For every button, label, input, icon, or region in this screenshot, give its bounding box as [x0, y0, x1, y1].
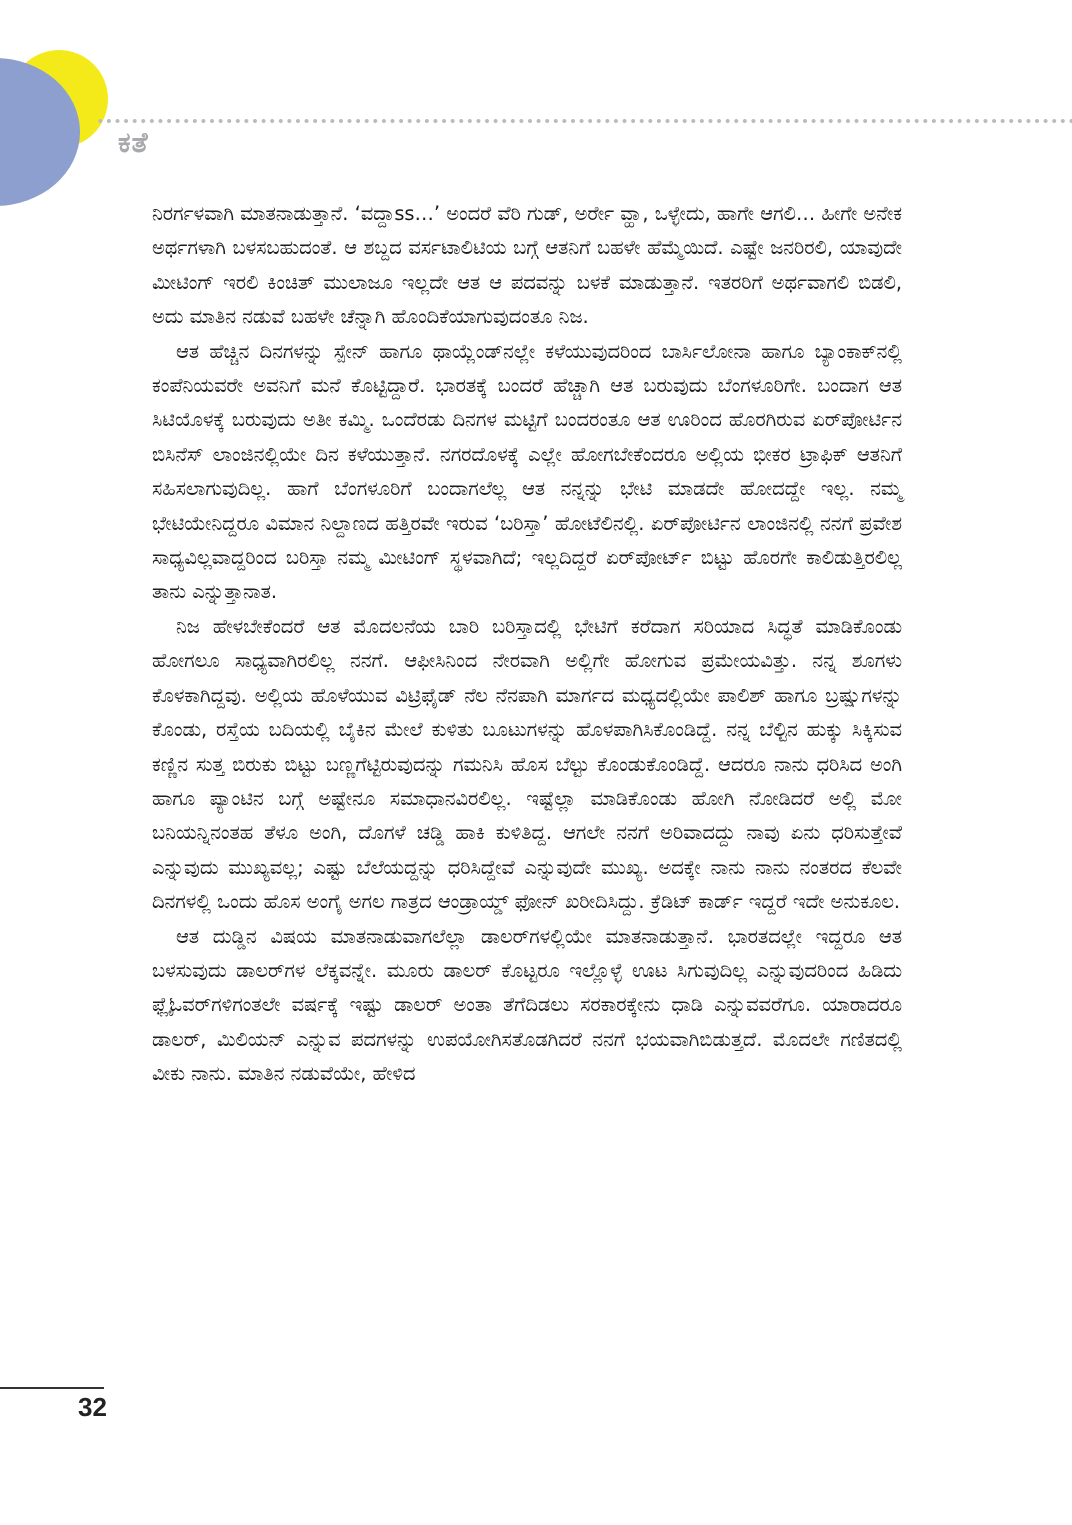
story-body [152, 197, 902, 1092]
dotted-header-rule [96, 118, 1072, 124]
paragraph: ನಿಜ ಹೇಳಬೇಕೆಂದರೆ ಆತ ಮೊದಲನೆಯ ಬಾರಿ ಬರಿಸ್ತಾದಲ್ಲಿ ಭೇಟಿಗೆ ಕರೆದಾಗ ಸರಿಯಾದ ಸಿದ್ಧತೆ ಮಾಡಿಕೊಂಡು ಹೋಗಲೂ ಸಾಧ್ಯವಾಗಿರಲಿಲ್ಲ ನನಗೆ. ಆಫೀಸಿನಿಂದ ನೇರವಾಗಿ ಅಲ್ಲಿಗೇ ಹೋಗುವ ಪ್ರಮೇಯವಿತ್ತು. ನನ್ನ ಶೂಗಳು ಕೊಳಕಾಗಿದ್ದವು. ಅಲ್ಲಿಯ ಹೊಳೆಯುವ ವಿಟ್ರಿಫೈಡ್ ನೆಲ ನೆನಪಾಗಿ ಮಾರ್ಗದ ಮಧ್ಯದಲ್ಲಿಯೇ ಪಾಲಿಶ್ ಹಾಗೂ ಬ್ರಷ್ಷುಗಳನ್ನು ಕೊಂಡು, ರಸ್ತೆಯ ಬದಿಯಲ್ಲಿ ಬೈಕಿನ ಮೇಲೆ ಕುಳಿತು ಬೂಟುಗಳನ್ನು ಹೊಳಪಾಗಿಸಿಕೊಂಡಿದ್ದೆ. ನನ್ನ ಬೆಲ್ಟಿನ ಹುಕ್ಕು ಸಿಕ್ಕಿಸುವ ಕಣ್ಣಿನ ಸುತ್ತ ಬಿರುಕು ಬಿಟ್ಟು ಬಣ್ಣಗೆಟ್ಟಿರುವುದನ್ನು ಗಮನಿಸಿ ಹೊಸ ಬೆಲ್ಟು ಕೊಂಡುಕೊಂಡಿದ್ದೆ. ಆದರೂ ನಾನು ಧರಿಸಿದ ಅಂಗಿ ಹಾಗೂ ಪ್ಯಾಂಟಿನ ಬಗ್ಗೆ ಅಷ್ಟೇನೂ ಸಮಾಧಾನವಿರಲಿಲ್ಲ. ಇಷ್ಟೆಲ್ಲಾ ಮಾಡಿಕೊಂಡು ಹೋಗಿ ನೋಡಿದರೆ ಅಲ್ಲಿ ಮೋ ಬನಿಯನ್ನಿನಂತಹ ತೆಳೂ ಅಂಗಿ, ದೊಗಳೆ ಚಡ್ಡಿ ಹಾಕಿ ಕುಳಿತಿದ್ದ. ಆಗಲೇ ನನಗೆ ಅರಿವಾದದ್ದು ನಾವು ಏನು ಧರಿಸುತ್ತೇವೆ ಎನ್ನುವುದು ಮುಖ್ಯವಲ್ಲ; ಎಷ್ಟು ಬೆಲೆಯದ್ದನ್ನು ಧರಿಸಿದ್ದೇವೆ ಎನ್ನುವುದೇ ಮುಖ್ಯ. ಅದಕ್ಕೇ ನಾನು ನಾನು ನಂತರದ ಕೆಲವೇ ದಿನಗಳಲ್ಲಿ ಒಂದು ಹೊಸ ಅಂಗೈ ಅಗಲ ಗಾತ್ರದ ಆಂಡ್ರಾಯ್ಡ್ ಫೋನ್ ಖರೀದಿಸಿದ್ದು. ಕ್ರೆಡಿಟ್ ಕಾರ್ಡ್ ಇದ್ದರೆ ಇದೇ ಅನುಕೂಲ. [152, 614, 902, 914]
footer-rule [0, 1387, 104, 1389]
page-number: 32 [78, 1392, 107, 1422]
paragraph: ಆತ ಹೆಚ್ಚಿನ ದಿನಗಳನ್ನು ಸ್ಪೇನ್ ಹಾಗೂ ಥಾಯ್ಲೆಂಡ್‌ನಲ್ಲೇ ಕಳೆಯುವುದರಿಂದ ಬಾರ್ಸಿಲೋನಾ ಹಾಗೂ ಬ್ಯಾಂಕಾಕ್‌ನಲ್ಲಿ ಕಂಪೆನಿಯವರೇ ಅವನಿಗೆ ಮನೆ ಕೊಟ್ಟಿದ್ದಾರೆ. ಭಾರತಕ್ಕೆ ಬಂದರೆ ಹೆಚ್ಚಾಗಿ ಆತ ಬರುವುದು ಬೆಂಗಳೂರಿಗೇ. ಬಂದಾಗ ಆತ ಸಿಟಿಯೊಳಕ್ಕೆ ಬರುವುದು ಅತೀ ಕಮ್ಮಿ. ಒಂದೆರಡು ದಿನಗಳ ಮಟ್ಟಿಗೆ ಬಂದರಂತೂ ಆತ ಊರಿಂದ ಹೊರಗಿರುವ ಏರ್‌ಪೋರ್ಟಿನ ಬಿಸಿನೆಸ್ ಲಾಂಜಿನಲ್ಲಿಯೇ ದಿನ ಕಳೆಯುತ್ತಾನೆ. ನಗರದೊಳಕ್ಕೆ ಎಲ್ಲೇ ಹೋಗಬೇಕೆಂದರೂ ಅಲ್ಲಿಯ ಭೀಕರ ಟ್ರಾಫಿಕ್ ಆತನಿಗೆ ಸಹಿಸಲಾಗುವುದಿಲ್ಲ. ಹಾಗೆ ಬೆಂಗಳೂರಿಗೆ ಬಂದಾಗಲೆಲ್ಲ ಆತ ನನ್ನನ್ನು ಭೇಟಿ ಮಾಡದೇ ಹೋದದ್ದೇ ಇಲ್ಲ. ನಮ್ಮ ಭೇಟಿಯೇನಿದ್ದರೂ ವಿಮಾನ ನಿಲ್ದಾಣದ ಹತ್ತಿರವೇ ಇರುವ ‘ಬರಿಸ್ತಾ’ ಹೋಟೆಲಿನಲ್ಲಿ. ಏರ್‌ಪೋರ್ಟಿನ ಲಾಂಜಿನಲ್ಲಿ ನನಗೆ ಪ್ರವೇಶ ಸಾಧ್ಯವಿಲ್ಲವಾದ್ದರಿಂದ ಬರಿಸ್ತಾ ನಮ್ಮ ಮೀಟಿಂಗ್ ಸ್ಥಳವಾಗಿದೆ; ಇಲ್ಲದಿದ್ದರೆ ಏರ್‌ಪೋರ್ಟ್ ಬಿಟ್ಟು ಹೊರಗೇ ಕಾಲಿಡುತ್ತಿರಲಿಲ್ಲ ತಾನು ಎನ್ನುತ್ತಾನಾತ. [152, 339, 902, 604]
paragraph: ನಿರರ್ಗಳವಾಗಿ ಮಾತನಾಡುತ್ತಾನೆ. ‘ವದ್ದಾss…’ ಅಂದರೆ ವೆರಿ ಗುಡ್, ಅರ್ರೇ ವ್ಹಾ, ಒಳ್ಳೇದು, ಹಾಗೇ ಆಗಲಿ… ಹೀಗೇ ಅನೇಕ ಅರ್ಥಗಳಾಗಿ ಬಳಸಬಹುದಂತೆ. ಆ ಶಬ್ದದ ವರ್ಸಟಾಲಿಟಿಯ ಬಗ್ಗೆ ಆತನಿಗೆ ಬಹಳೇ ಹೆಮ್ಮೆಯಿದೆ. ಎಷ್ಟೇ ಜನರಿರಲಿ, ಯಾವುದೇ ಮೀಟಿಂಗ್ ಇರಲಿ ಕಿಂಚಿತ್ ಮುಲಾಜೂ ಇಲ್ಲದೇ ಆತ ಆ ಪದವನ್ನು ಬಳಕೆ ಮಾಡುತ್ತಾನೆ. ಇತರರಿಗೆ ಅರ್ಥವಾಗಲಿ ಬಿಡಲಿ, ಅದು ಮಾತಿನ ನಡುವೆ ಬಹಳೇ ಚೆನ್ನಾಗಿ ಹೊಂದಿಕೆಯಾಗುವುದಂತೂ ನಿಜ. [152, 202, 902, 329]
section-label: ಕತೆ [118, 126, 149, 159]
paragraph: ಆತ ದುಡ್ಡಿನ ವಿಷಯ ಮಾತನಾಡುವಾಗಲೆಲ್ಲಾ ಡಾಲರ್‌ಗಳಲ್ಲಿಯೇ ಮಾತನಾಡುತ್ತಾನೆ. ಭಾರತದಲ್ಲೇ ಇದ್ದರೂ ಆತ ಬಳಸುವುದು ಡಾಲರ್‌ಗಳ ಲೆಕ್ಕವನ್ನೇ. ಮೂರು ಡಾಲರ್ ಕೊಟ್ಟರೂ ಇಲ್ಲೊಳ್ಳೆ ಊಟ ಸಿಗುವುದಿಲ್ಲ ಎನ್ನುವುದರಿಂದ ಹಿಡಿದು ಫ್ಲೈಓವರ್‌ಗಳಿಗಂತಲೇ ವರ್ಷಕ್ಕೆ ಇಷ್ಟು ಡಾಲರ್ ಅಂತಾ ತೆಗೆದಿಡಲು ಸರಕಾರಕ್ಕೇನು ಧಾಡಿ ಎನ್ನುವವರೆಗೂ. ಯಾರಾದರೂ ಡಾಲರ್, ಮಿಲಿಯನ್ ಎನ್ನುವ ಪದಗಳನ್ನು ಉಪಯೋಗಿಸತೊಡಗಿದರೆ ನನಗೆ ಭಯವಾಗಿಬಿಡುತ್ತದೆ. ಮೊದಲೇ ಗಣಿತದಲ್ಲಿ ವೀಕು ನಾನು. ಮಾತಿನ ನಡುವೆಯೇ, ಹೇಳಿದ [152, 924, 902, 1086]
